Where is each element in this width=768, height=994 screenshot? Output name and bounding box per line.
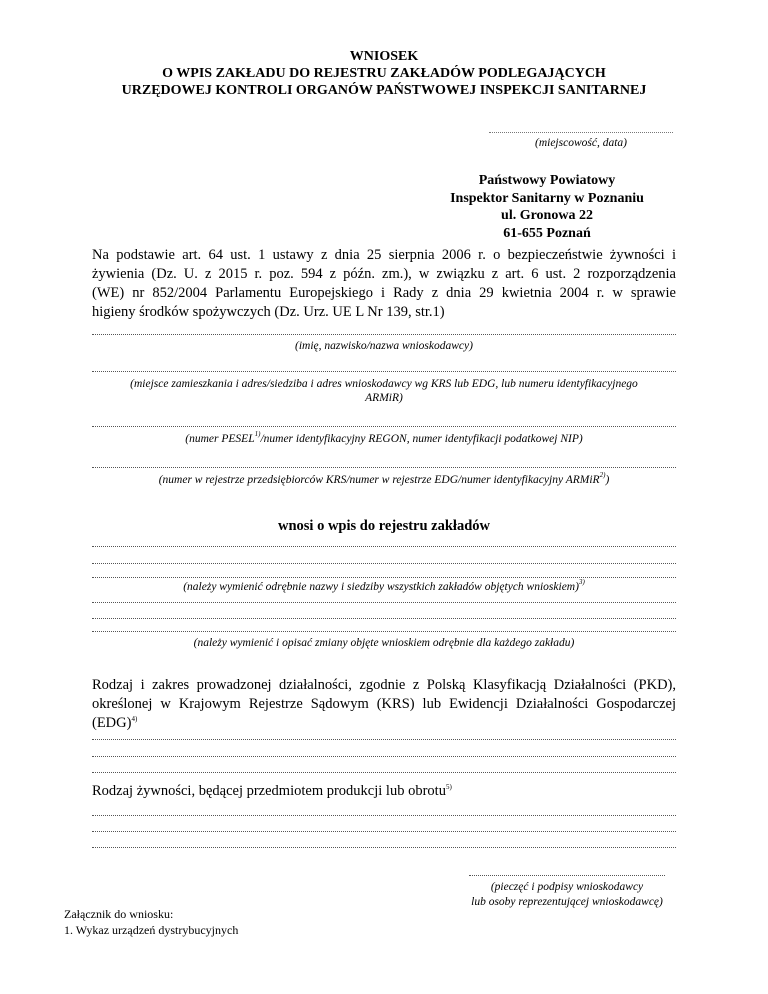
addressee-line-1: Państwowy Powiatowy xyxy=(478,173,616,188)
food-text: Rodzaj żywności, będącej przedmiotem produkcji lub obrotu xyxy=(92,783,446,799)
place-date-caption: (miejscowość, data) xyxy=(535,137,627,149)
footnote-3-mark: 3) xyxy=(578,578,585,586)
krs-caption-post: ) xyxy=(605,474,610,486)
krs-field[interactable] xyxy=(92,467,676,468)
krs-caption-pre: (numer w rejestrze przedsiębiorców KRS/numer w rejestrze EDG/numer identyfikacyjny ARMiR xyxy=(158,474,600,486)
activity-dots-1[interactable] xyxy=(92,739,676,740)
form-title xyxy=(92,48,676,99)
activity-line-3 xyxy=(92,714,676,733)
establishments-line-2[interactable] xyxy=(92,563,676,564)
addressee-line-3: ul. Gronowa 22 xyxy=(501,208,593,223)
changes-line-2[interactable] xyxy=(92,618,676,619)
establishments-caption-text: (należy wymienić odrębnie nazwy i siedziby wszystkich zakładów objętych wnioskiem) xyxy=(183,581,579,593)
attachment-heading: Załącznik do wniosku: xyxy=(64,907,174,921)
intro-line-1: Na podstawie art. 64 ust. 1 ustawy z dnia 25 sierpnia 2006 r. o bezpieczeństwie żywności i xyxy=(92,247,676,263)
changes-line-3[interactable] xyxy=(92,631,676,632)
applicant-name-field[interactable] xyxy=(92,334,676,335)
title-line-2: O WPIS ZAKŁADU DO REJESTRU ZAKŁADÓW PODLEGAJĄCYCH xyxy=(162,66,606,81)
application-form xyxy=(64,0,676,994)
attachment-block xyxy=(64,906,238,938)
pesel-caption-pre: (numer PESEL xyxy=(185,433,255,445)
pesel-caption xyxy=(92,432,676,446)
signature-caption xyxy=(437,880,697,910)
changes-caption: (należy wymienić i opisać zmiany objęte wnioskiem odrębnie dla każdego zakładu) xyxy=(193,637,575,649)
establishments-line-3[interactable] xyxy=(92,577,676,578)
food-dots-1[interactable] xyxy=(92,815,676,816)
activity-dots-2[interactable] xyxy=(92,756,676,757)
address-caption-line-1: (miejsce zamieszkania i adres/siedziba i adres wnioskodawcy wg KRS lub EDG, lub numeru identyfikacyjnego xyxy=(130,378,638,390)
address-caption-line-2: ARMiR) xyxy=(365,392,403,404)
legal-basis-paragraph xyxy=(92,246,676,322)
addressee-line-4: 61-655 Poznań xyxy=(503,225,591,241)
establishments-caption xyxy=(92,580,676,594)
activity-dots-3[interactable] xyxy=(92,772,676,773)
footnote-1-mark: 1) xyxy=(254,430,261,438)
request-heading: wnosi o wpis do rejestru zakładów xyxy=(277,518,490,534)
footnote-4-mark: 4) xyxy=(131,715,138,723)
intro-line-2: żywienia (Dz. U. z 2015 r. poz. 594 z późn. zm.), w związku z art. 6 ust. 2 rozporządzenia xyxy=(92,266,676,282)
applicant-address-caption xyxy=(92,377,676,405)
place-date-field[interactable] xyxy=(489,132,673,133)
attachment-item-1: 1. Wykaz urządzeń dystrybucyjnych xyxy=(64,923,239,937)
activity-line-2: określonej w Krajowym Rejestrze Sądowym (KRS) lub Ewidencji Działalności Gospodarczej xyxy=(92,696,676,712)
food-paragraph xyxy=(92,782,676,801)
footnote-2-mark: 2) xyxy=(599,471,606,479)
changes-line-1[interactable] xyxy=(92,602,676,603)
activity-paragraph xyxy=(92,676,676,733)
footnote-5-mark: 5) xyxy=(445,783,452,791)
signature-caption-line-2: lub osoby reprezentującej wnioskodawcę) xyxy=(471,896,663,908)
title-line-1: WNIOSEK xyxy=(349,49,419,64)
establishments-line-1[interactable] xyxy=(92,546,676,547)
addressee-block xyxy=(422,172,672,242)
applicant-name-caption: (imię, nazwisko/nazwa wnioskodawcy) xyxy=(295,340,473,352)
activity-line-1: Rodzaj i zakres prowadzonej działalności, zgodnie z Polską Klasyfikacją Działalności (PKD), xyxy=(92,677,676,693)
signature-field[interactable] xyxy=(469,875,665,876)
intro-line-3: (WE) nr 852/2004 Parlamentu Europejskiego i Rady z dnia 29 kwietnia 2004 r. w sprawie xyxy=(92,285,676,301)
activity-line-3-text: (EDG) xyxy=(92,715,132,731)
applicant-address-field[interactable] xyxy=(92,371,676,372)
pesel-field[interactable] xyxy=(92,426,676,427)
pesel-caption-post: /numer identyfikacyjny REGON, numer identyfikacji podatkowej NIP) xyxy=(260,433,583,445)
title-line-3: URZĘDOWEJ KONTROLI ORGANÓW PAŃSTWOWEJ INSPEKCJI SANITARNEJ xyxy=(121,83,647,98)
food-dots-3[interactable] xyxy=(92,847,676,848)
intro-line-4: higieny środków spożywczych (Dz. Urz. UE L Nr 139, str.1) xyxy=(92,304,445,320)
addressee-line-2: Inspektor Sanitarny w Poznaniu xyxy=(450,190,644,206)
krs-caption xyxy=(92,473,676,487)
signature-caption-line-1: (pieczęć i podpisy wnioskodawcy xyxy=(490,881,644,893)
food-dots-2[interactable] xyxy=(92,831,676,832)
